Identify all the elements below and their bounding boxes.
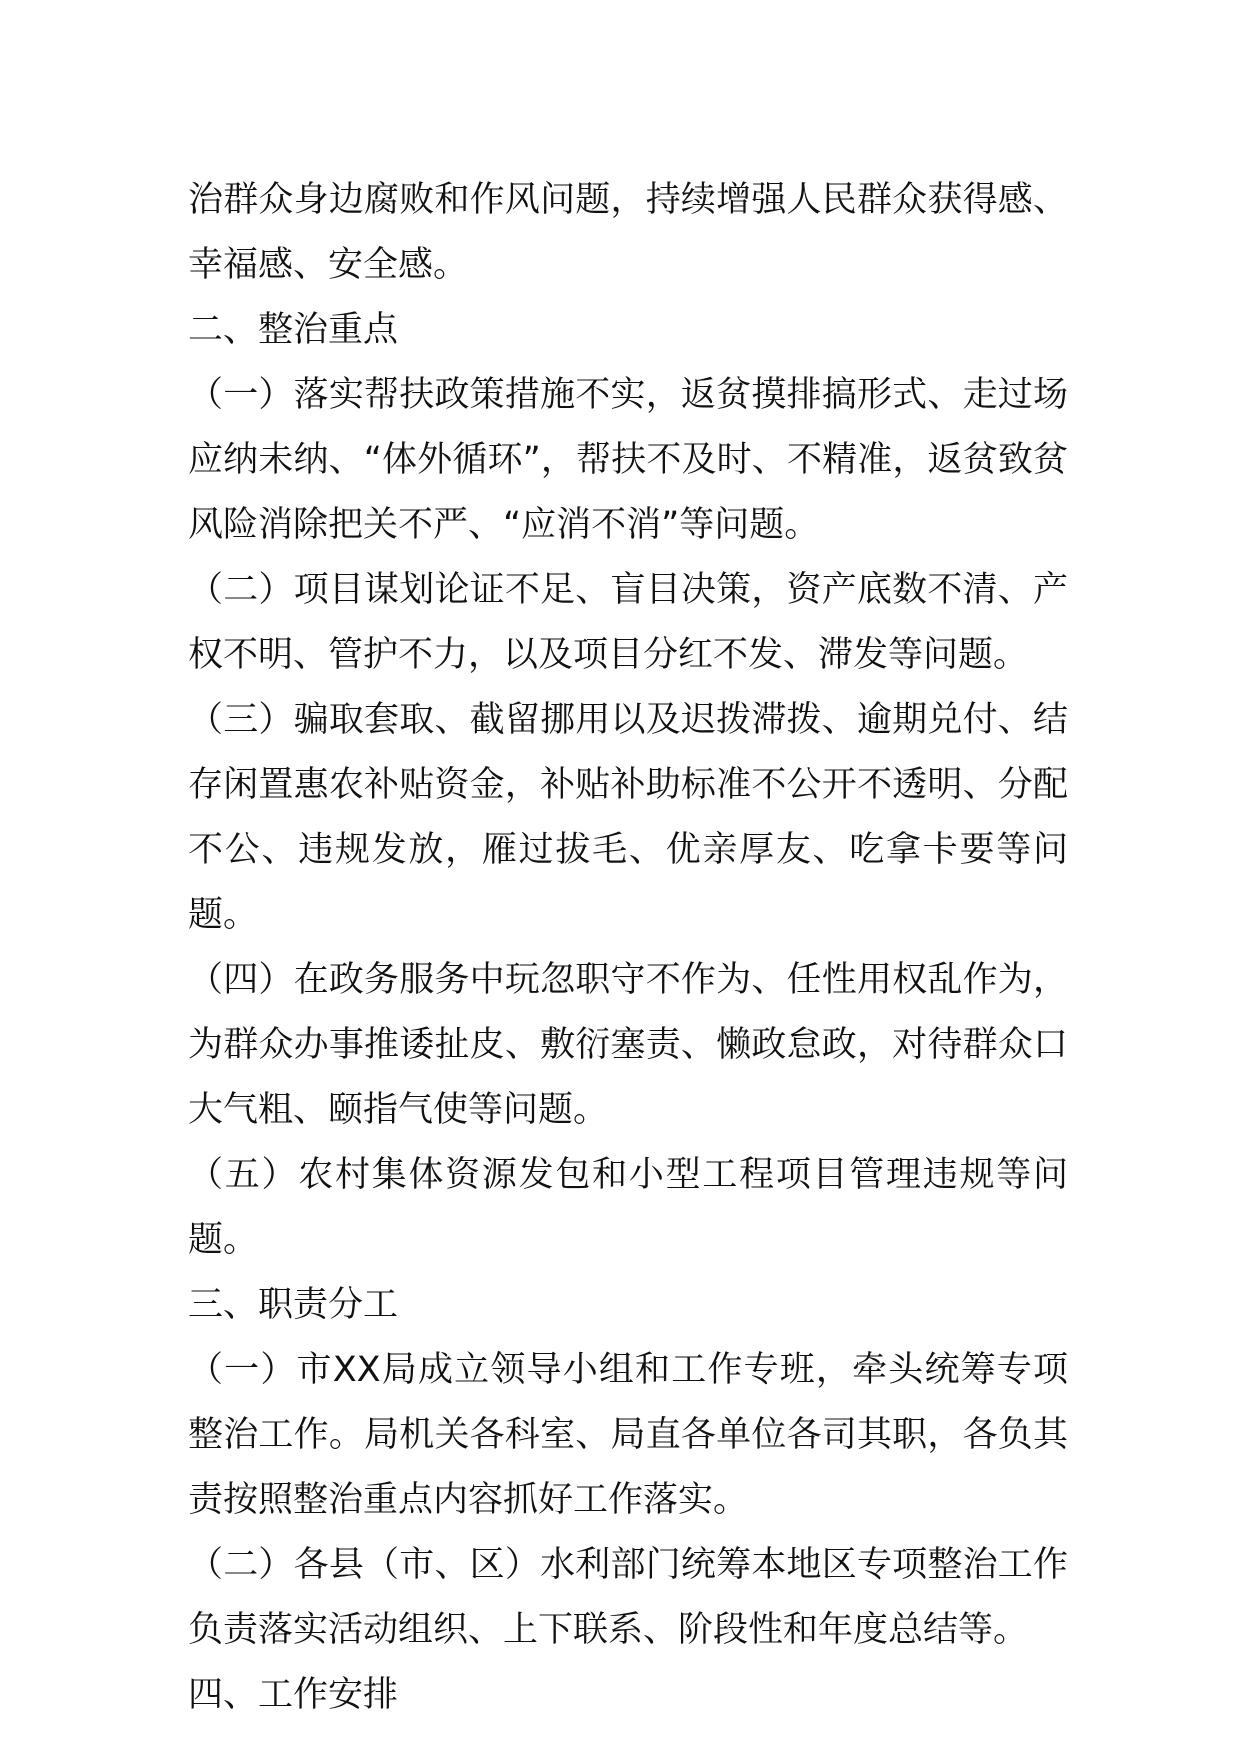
paragraph-intro-continuation: 治群众身边腐败和作风问题，持续增强人民群众获得感、幸福感、安全感。 — [188, 180, 1068, 285]
paragraph-focus-item-4: （四）在政务服务中玩忽职守不作为、任性用权乱作为，为群众办事推诿扯皮、敷衍塞责、懒政怠政，对待群众口大气粗、颐指气使等问题。 — [188, 960, 1068, 1130]
paragraph-responsibility-item-2: （二）各县（市、区）水利部门统筹本地区专项整治工作负责落实活动组织、上下联系、阶段性和年度总结等。 — [188, 1545, 1068, 1650]
document-body — [188, 168, 1068, 1728]
paragraph-focus-item-2: （二）项目谋划论证不足、盲目决策，资产底数不清、产权不明、管护不力，以及项目分红不发、滞发等问题。 — [188, 570, 1068, 675]
paragraph-responsibility-item-1: （一）市XX局成立领导小组和工作专班，牵头统筹专项整治工作。局机关各科室、局直各单位各司其职，各负其责按照整治重点内容抓好工作落实。 — [188, 1350, 1068, 1520]
paragraph-focus-item-5: （五）农村集体资源发包和小型工程项目管理违规等问题。 — [188, 1155, 1068, 1260]
paragraph-focus-item-3: （三）骗取套取、截留挪用以及迟拨滞拨、逾期兑付、结存闲置惠农补贴资金，补贴补助标准不公开不透明、分配不公、违规发放，雁过拔毛、优亲厚友、吃拿卡要等问题。 — [188, 700, 1068, 935]
section-heading-rectification-focus: 二、整治重点 — [188, 310, 399, 350]
section-heading-responsibilities: 三、职责分工 — [188, 1285, 399, 1325]
section-heading-work-arrangement: 四、工作安排 — [188, 1675, 399, 1715]
paragraph-focus-item-1: （一）落实帮扶政策措施不实，返贫摸排搞形式、走过场应纳未纳、“体外循环”，帮扶不及时、不精准，返贫致贫风险消除把关不严、“应消不消”等问题。 — [188, 375, 1068, 545]
